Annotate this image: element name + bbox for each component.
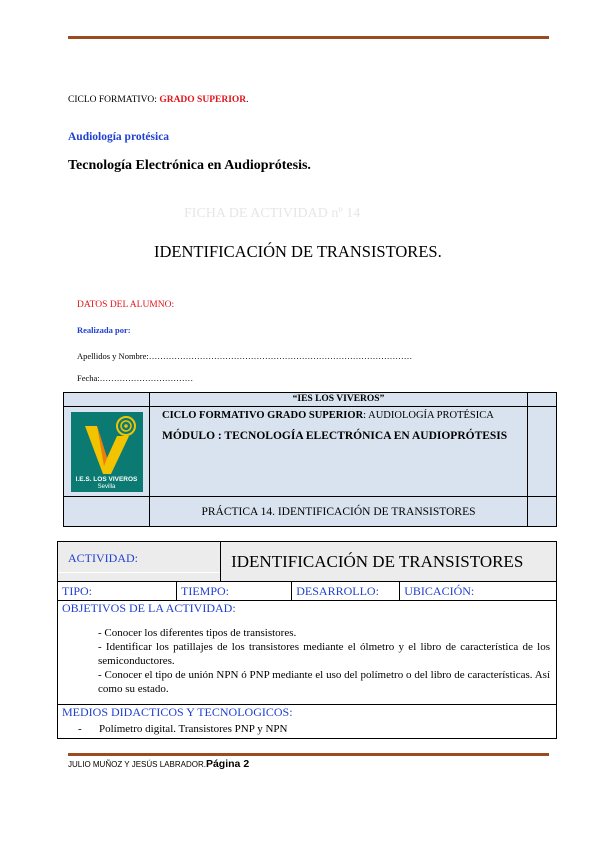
ciclo-dot: . <box>246 95 249 105</box>
empty-cell <box>528 407 557 497</box>
actividad-label-cell <box>58 542 221 582</box>
course-cell <box>150 407 528 497</box>
activity-table <box>57 541 557 739</box>
top-rule <box>68 36 549 39</box>
objetivo-item: - Conocer los diferentes tipos de transistores. <box>98 627 297 639</box>
desarrollo-cell <box>292 582 400 601</box>
datos-alumno: DATOS DEL ALUMNO: <box>77 300 175 310</box>
empty-cell <box>64 393 150 407</box>
ciclo-rest: : AUDIOLOGÍA PROTÉSICA <box>363 410 494 421</box>
logo-cell <box>64 407 150 497</box>
practica-title: PRÁCTICA 14. IDENTIFICACIÓN DE TRANSISTORES <box>150 497 528 527</box>
fecha-field: Fecha:…………………………… <box>77 373 194 383</box>
realizada-por: Realizada por: <box>77 325 131 335</box>
empty-cell <box>528 393 557 407</box>
ubicacion-cell <box>400 582 557 601</box>
ciclo-value: GRADO SUPERIOR <box>159 95 247 105</box>
objetivos-cell <box>58 601 557 705</box>
ciclo-formativo-line <box>162 410 515 421</box>
objetivos-list <box>58 616 556 696</box>
logo-city: Sevilla <box>97 483 116 490</box>
tipo-label: TIPO: <box>62 584 92 598</box>
medios-bullet: - <box>78 723 82 735</box>
actividad-value: IDENTIFICACIÓN DE TRANSISTORES <box>221 542 557 582</box>
desarrollo-label: DESARROLLO: <box>296 584 379 598</box>
school-logo <box>71 412 143 492</box>
objetivo-item: - Identificar los patillajes de los transistores mediante el ólmetro y el libro de característica de los semiconductores. <box>98 641 550 667</box>
ciclo-line <box>68 95 249 105</box>
footer <box>68 758 249 770</box>
medios-item-row <box>58 720 556 735</box>
footer-authors: JULIO MUÑOZ Y JESÚS LABRADOR. <box>68 760 206 769</box>
logo-text: I.E.S. LOS VIVEROS <box>75 475 138 483</box>
tipo-cell <box>58 582 177 601</box>
tiempo-label: TIEMPO: <box>181 584 229 598</box>
school-header-table <box>63 392 557 527</box>
ficha-title: FICHA DE ACTIVIDAD nº 14 <box>184 206 361 221</box>
medios-cell <box>58 705 557 739</box>
bottom-rule <box>68 753 549 756</box>
actividad-label: ACTIVIDAD: <box>58 542 220 566</box>
tiempo-cell <box>177 582 292 601</box>
objetivos-label: OBJETIVOS DE LA ACTIVIDAD: <box>62 601 236 615</box>
medios-item: Polímetro digital. Transistores PNP y NPN <box>99 723 288 735</box>
audiologia-heading: Audiología protésica <box>68 131 170 143</box>
modulo-line: MÓDULO : TECNOLOGÍA ELECTRÓNICA EN AUDIOPRÓTESIS <box>162 430 508 442</box>
school-name: “IES LOS VIVEROS” <box>150 393 528 407</box>
ubicacion-label: UBICACIÓN: <box>404 584 475 598</box>
empty-cell <box>64 497 150 527</box>
medios-label: MEDIOS DIDACTICOS Y TECNOLOGICOS: <box>62 705 293 719</box>
label-divider <box>58 572 220 573</box>
apellidos-field: Apellidos y Nombre:………………………………………………………………………………… <box>77 351 413 361</box>
empty-cell <box>528 497 557 527</box>
objetivo-item: - Conocer el tipo de unión NPN ó PNP mediante el uso del polímetro o del libro de características. Así como su estado. <box>98 669 550 695</box>
page-title: IDENTIFICACIÓN DE TRANSISTORES. <box>154 242 442 261</box>
tecnologia-heading: Tecnología Electrónica en Audioprótesis. <box>68 158 311 173</box>
footer-page: Página 2 <box>205 758 250 770</box>
ciclo-label: CICLO FORMATIVO: <box>68 95 157 105</box>
ciclo-bold: CICLO FORMATIVO GRADO SUPERIOR <box>162 410 364 421</box>
